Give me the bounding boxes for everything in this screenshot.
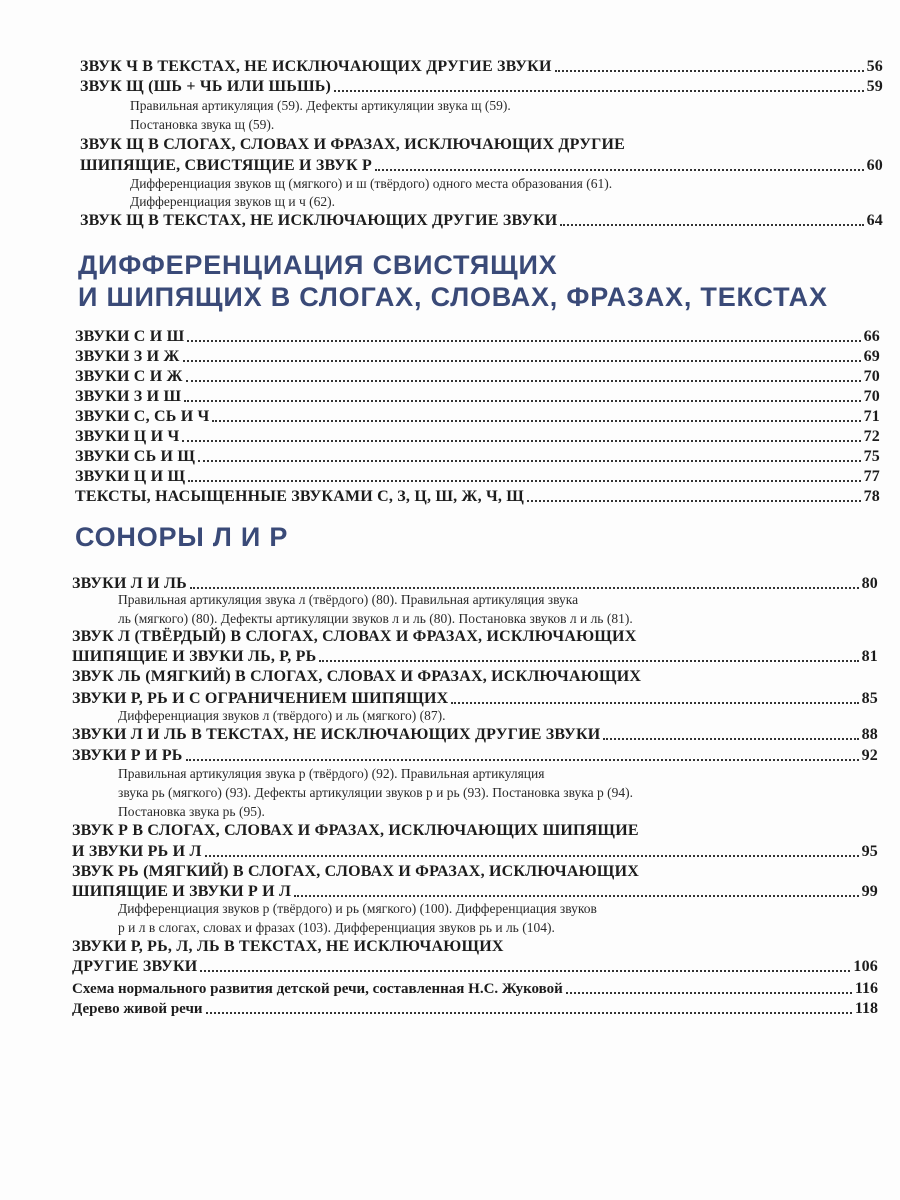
- toc-subentry-text: звука рь (мягкого) (93). Дефекты артикуляции звуков р и рь (93). Постановка звука р (94).: [118, 785, 633, 800]
- toc-entry-line[interactable]: [72, 628, 636, 646]
- toc-entry-title: ЗВУК РЬ (МЯГКИЙ) В СЛОГАХ, СЛОВАХ И ФРАЗАХ, ИСКЛЮЧАЮЩИХ: [72, 863, 639, 880]
- toc-page-number: 92: [861, 747, 878, 764]
- toc-entry[interactable]: [75, 468, 880, 486]
- toc-subentry: [118, 708, 446, 724]
- toc-entry-title: ЗВУКИ Л И ЛЬ: [72, 575, 187, 592]
- leader-dots: [186, 759, 859, 761]
- toc-entry[interactable]: [72, 690, 878, 708]
- toc-entry-title: ЗВУКИ Ц И Ч: [75, 428, 180, 445]
- toc-entry[interactable]: [72, 1000, 878, 1018]
- toc-subentry: [118, 920, 555, 936]
- leader-dots: [375, 169, 864, 171]
- section-heading: СОНОРЫ Л И Р: [75, 522, 289, 552]
- toc-subentry: [130, 194, 335, 210]
- toc-page-number: 106: [853, 958, 878, 975]
- toc-entry-title: ЗВУК Щ (ШЬ + ЧЬ ИЛИ ШЬШЬ): [80, 78, 332, 95]
- toc-entry-title: ЗВУКИ Л И ЛЬ В ТЕКСТАХ, НЕ ИСКЛЮЧАЮЩИХ ДРУГИЕ ЗВУКИ: [72, 726, 601, 743]
- toc-entry-title: ЗВУК Ч В ТЕКСТАХ, НЕ ИСКЛЮЧАЮЩИХ ДРУГИЕ ЗВУКИ: [80, 58, 552, 75]
- toc-entry[interactable]: [72, 883, 878, 901]
- toc-entry[interactable]: [72, 747, 878, 765]
- toc-entry[interactable]: [72, 958, 878, 976]
- leader-dots: [184, 400, 860, 402]
- toc-entry-title: ЗВУКИ Р И РЬ: [72, 747, 183, 764]
- toc-entry[interactable]: [75, 348, 880, 366]
- leader-dots: [603, 738, 858, 740]
- leader-dots: [190, 587, 859, 589]
- toc-entry[interactable]: [80, 78, 883, 96]
- toc-entry-title: ЗВУК Л (ТВЁРДЫЙ) В СЛОГАХ, СЛОВАХ И ФРАЗАХ, ИСКЛЮЧАЮЩИХ: [72, 628, 637, 645]
- toc-page-number: 118: [854, 1000, 878, 1017]
- toc-subentry: [118, 785, 633, 801]
- toc-subentry-text: р и л в слогах, словах и фразах (103). Дифференциация звуков рь и ль (104).: [118, 920, 555, 935]
- leader-dots: [206, 1012, 852, 1014]
- toc-page-number: 85: [861, 690, 878, 707]
- leader-dots: [451, 702, 858, 704]
- toc-entry[interactable]: [72, 648, 878, 666]
- toc-page-number: 66: [863, 328, 880, 345]
- toc-entry-line[interactable]: [72, 822, 639, 840]
- toc-page-number: 88: [861, 726, 878, 743]
- toc-entry-title: ЗВУКИ С И Ж: [75, 368, 183, 385]
- leader-dots: [187, 340, 860, 342]
- toc-entry-title: Дерево живой речи: [72, 1001, 203, 1017]
- toc-entry-title: ШИПЯЩИЕ И ЗВУКИ ЛЬ, Р, РЬ: [72, 648, 317, 665]
- toc-entry[interactable]: [75, 488, 880, 506]
- toc-page-number: 95: [861, 843, 878, 860]
- leader-dots: [205, 855, 859, 857]
- leader-dots: [182, 440, 860, 442]
- toc-page-number: 56: [866, 58, 883, 75]
- leader-dots: [319, 660, 858, 662]
- toc-entry-title: ЗВУКИ З И Ж: [75, 348, 180, 365]
- toc-page-number: 99: [861, 883, 878, 900]
- toc-entry[interactable]: [75, 408, 880, 426]
- toc-entry-title: ЗВУК Щ В ТЕКСТАХ, НЕ ИСКЛЮЧАЮЩИХ ДРУГИЕ ЗВУКИ: [80, 212, 558, 229]
- toc-subentry: [118, 804, 265, 820]
- toc-page-number: 71: [863, 408, 880, 425]
- toc-page-number: 70: [863, 368, 880, 385]
- toc-entry[interactable]: [72, 843, 878, 861]
- toc-entry[interactable]: [72, 726, 878, 744]
- toc-page-number: 80: [861, 575, 878, 592]
- toc-subentry: [118, 611, 633, 627]
- toc-subentry: [118, 592, 578, 608]
- leader-dots: [198, 460, 860, 462]
- leader-dots: [212, 420, 860, 422]
- leader-dots: [555, 70, 864, 72]
- leader-dots: [200, 970, 850, 972]
- toc-subentry-text: Дифференциация звуков щ и ч (62).: [130, 194, 336, 209]
- toc-page-number: 72: [863, 428, 880, 445]
- section-heading: ДИФФЕРЕНЦИАЦИЯ СВИСТЯЩИХ: [78, 250, 558, 280]
- leader-dots: [188, 480, 860, 482]
- toc-entry[interactable]: [75, 368, 880, 386]
- toc-entry[interactable]: [72, 575, 878, 593]
- toc-entry-title: Схема нормального развития детской речи, составленная Н.С. Жуковой: [72, 981, 563, 997]
- toc-page-number: 116: [854, 980, 878, 997]
- toc-entry-title: ЗВУКИ СЬ И Щ: [75, 448, 196, 465]
- toc-subentry-text: Постановка звука рь (95).: [118, 804, 265, 819]
- toc-entry-title: ЗВУКИ Р, РЬ, Л, ЛЬ В ТЕКСТАХ, НЕ ИСКЛЮЧАЮЩИХ: [72, 938, 504, 955]
- toc-entry[interactable]: [75, 448, 880, 466]
- toc-entry-title: ШИПЯЩИЕ И ЗВУКИ Р И Л: [72, 883, 292, 900]
- toc-subentry: [130, 98, 511, 114]
- toc-subentry: [130, 117, 274, 133]
- toc-entry-title: ШИПЯЩИЕ, СВИСТЯЩИЕ И ЗВУК Р: [80, 157, 373, 174]
- leader-dots: [527, 500, 861, 502]
- toc-entry-line[interactable]: [72, 863, 639, 881]
- toc-page-number: 75: [863, 448, 880, 465]
- toc-entry-title: ЗВУК Щ В СЛОГАХ, СЛОВАХ И ФРАЗАХ, ИСКЛЮЧАЮЩИХ ДРУГИЕ: [80, 136, 626, 153]
- toc-entry-line[interactable]: [72, 668, 641, 686]
- toc-subentry-text: Постановка звука щ (59).: [130, 117, 275, 132]
- toc-entry-title: ЗВУКИ Ц И Щ: [75, 468, 186, 485]
- toc-entry-title: ТЕКСТЫ, НАСЫЩЕННЫЕ ЗВУКАМИ С, З, Ц, Ш, Ж, Ч, Щ: [75, 488, 525, 505]
- leader-dots: [186, 380, 861, 382]
- toc-subentry-text: Правильная артикуляция звука р (твёрдого) (92). Правильная артикуляция: [118, 766, 545, 781]
- toc-entry-title: ЗВУКИ З И Ш: [75, 388, 182, 405]
- toc-entry[interactable]: [80, 212, 883, 230]
- toc-page-number: 60: [866, 157, 883, 174]
- toc-page-number: 69: [863, 348, 880, 365]
- toc-entry-title: И ЗВУКИ РЬ И Л: [72, 843, 202, 860]
- toc-entry[interactable]: [80, 58, 883, 76]
- toc-page-number: 78: [863, 488, 880, 505]
- toc-entry-title: ЗВУК ЛЬ (МЯГКИЙ) В СЛОГАХ, СЛОВАХ И ФРАЗАХ, ИСКЛЮЧАЮЩИХ: [72, 668, 642, 685]
- toc-entry[interactable]: [75, 388, 880, 406]
- section-heading: И ШИПЯЩИХ В СЛОГАХ, СЛОВАХ, ФРАЗАХ, ТЕКСТАХ: [78, 282, 828, 312]
- toc-entry-title: ЗВУКИ Р, РЬ И С ОГРАНИЧЕНИЕМ ШИПЯЩИХ: [72, 690, 449, 707]
- toc-subentry-text: ль (мягкого) (80). Дефекты артикуляции звуков л и ль (80). Постановка звуков л и ль (81).: [118, 611, 633, 626]
- leader-dots: [183, 360, 861, 362]
- toc-subentry-text: Правильная артикуляция (59). Дефекты артикуляции звука щ (59).: [130, 98, 511, 113]
- toc-subentry: [130, 176, 612, 192]
- toc-entry[interactable]: [72, 980, 878, 998]
- toc-entry[interactable]: [75, 428, 880, 446]
- toc-page-number: 64: [866, 212, 883, 229]
- toc-subentry-text: Дифференциация звуков щ (мягкого) и ш (твёрдого) одного места образования (61).: [130, 176, 613, 191]
- toc-subentry: [118, 766, 544, 782]
- toc-entry[interactable]: [75, 328, 880, 346]
- toc-page-number: 81: [861, 648, 878, 665]
- leader-dots: [294, 895, 858, 897]
- toc-subentry: [118, 901, 597, 917]
- toc-page-number: 77: [863, 468, 880, 485]
- leader-dots: [560, 224, 863, 226]
- toc-entry-title: ЗВУК Р В СЛОГАХ, СЛОВАХ И ФРАЗАХ, ИСКЛЮЧАЮЩИХ ШИПЯЩИЕ: [72, 822, 639, 839]
- toc-entry-title: ЗВУКИ С И Ш: [75, 328, 185, 345]
- toc-page-number: 59: [866, 78, 883, 95]
- toc-subentry-text: Дифференциация звуков л (твёрдого) и ль (мягкого) (87).: [118, 708, 446, 723]
- toc-entry-title: ДРУГИЕ ЗВУКИ: [72, 958, 198, 975]
- toc-entry-line[interactable]: [72, 938, 504, 956]
- toc-subentry-text: Правильная артикуляция звука л (твёрдого) (80). Правильная артикуляция звука: [118, 592, 579, 607]
- toc-entry-title: ЗВУКИ С, СЬ И Ч: [75, 408, 210, 425]
- toc-subentry-text: Дифференциация звуков р (твёрдого) и рь (мягкого) (100). Дифференциация звуков: [118, 901, 597, 916]
- toc-entry-line[interactable]: [80, 136, 625, 154]
- toc-entry[interactable]: [80, 157, 883, 175]
- toc-page-number: 70: [863, 388, 880, 405]
- leader-dots: [566, 992, 852, 994]
- leader-dots: [334, 90, 864, 92]
